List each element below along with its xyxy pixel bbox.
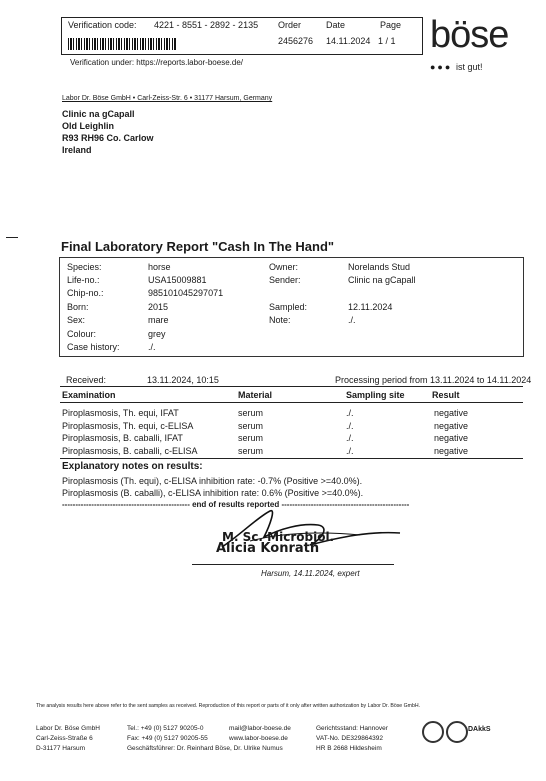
material-cell: serum: [238, 421, 264, 431]
footer-web: [229, 724, 291, 744]
case-history-value: ./.: [148, 342, 156, 352]
material-cell: serum: [238, 408, 264, 418]
species-value: horse: [148, 262, 171, 272]
note-label: Note:: [269, 315, 291, 325]
footer-email-link[interactable]: mail@labor-boese.de: [229, 725, 291, 732]
born-value: 2015: [148, 302, 169, 312]
signature-title: M. Sc. Microbiol.: [222, 530, 335, 544]
footer-line: Geschäftsführer: Dr. Reinhard Böse, Dr. Ulrike Numus: [127, 745, 283, 752]
received-label: Received:: [66, 375, 107, 385]
life-no-value: USA15009881: [148, 275, 207, 285]
footer-legal: [316, 724, 388, 754]
column-header: Sampling site: [346, 390, 405, 400]
verification-header-box: [61, 17, 423, 55]
sex-label: Sex:: [67, 315, 86, 325]
owner-label: Owner:: [269, 262, 299, 272]
verification-url[interactable]: Verification under: https://reports.labor-boese.de/: [70, 58, 243, 67]
examination-cell: Piroplasmosis, Th. equi, c-ELISA: [62, 421, 194, 431]
footer-line: Fax: +49 (0) 5127 90205-55: [127, 735, 208, 742]
company-logo: böse: [430, 14, 509, 56]
verification-code-label: Verification code:: [68, 20, 137, 30]
barcode: [68, 38, 177, 50]
sampling-site-cell: ./.: [346, 446, 354, 456]
divider: [60, 458, 523, 459]
divider: [60, 386, 523, 387]
sampled-value: 12.11.2024: [348, 302, 393, 312]
accreditation-seal-icon: [446, 721, 468, 743]
sender-label: Sender:: [269, 275, 301, 285]
footer-line: VAT-No. DE329864392: [316, 735, 383, 742]
notes-title: Explanatory notes on results:: [62, 461, 203, 472]
case-history-label: Case history:: [67, 342, 120, 352]
colour-label: Colour:: [67, 329, 97, 339]
sampling-site-cell: ./.: [346, 433, 354, 443]
sex-value: mare: [148, 315, 169, 325]
sender-value: Clinic na gCapall: [348, 275, 416, 285]
patient-info-box: [59, 257, 524, 357]
note-line: Piroplasmosis (B. caballi), c-ELISA inhibition rate: 0.6% (Positive >=40.0%).: [62, 488, 364, 498]
result-cell: negative: [434, 433, 469, 443]
footer-line: Carl-Zeiss-Straße 6: [36, 735, 93, 742]
material-cell: serum: [238, 446, 264, 456]
logo-tagline: ist gut!: [456, 62, 483, 72]
sampling-site-cell: ./.: [346, 421, 354, 431]
recipient-address: [62, 108, 154, 156]
footer-company: [36, 724, 100, 754]
processing-period: Processing period from 13.11.2024 to 14.11.2024: [335, 375, 532, 385]
recipient-line: Ireland: [62, 145, 92, 155]
recipient-line: R93 RH96 Co. Carlow: [62, 133, 154, 143]
footer-website-link[interactable]: www.labor-boese.de: [229, 735, 288, 742]
dakks-logo: DAkkS: [468, 726, 491, 733]
sender-address-line: Labor Dr. Böse GmbH • Carl-Zeiss-Str. 6 • 31177 Harsum, Germany: [62, 95, 273, 102]
recipient-line: Old Leighlin: [62, 121, 114, 131]
date-label: Date: [326, 20, 346, 30]
column-header: Examination: [62, 390, 116, 400]
note-value: ./.: [348, 315, 356, 325]
chip-no-label: Chip-no.:: [67, 288, 104, 298]
footer-line: Tel.: +49 (0) 5127 90205-0: [127, 725, 204, 732]
fold-mark: [6, 237, 18, 238]
signature-place-date: Harsum, 14.11.2024, expert: [261, 569, 360, 578]
sampling-site-cell: ./.: [346, 408, 354, 418]
life-no-label: Life-no.:: [67, 275, 100, 285]
material-cell: serum: [238, 433, 264, 443]
signature-name: Alicia Konrath: [216, 541, 320, 556]
chip-no-value: 985101045297071: [148, 288, 224, 298]
divider: [60, 402, 523, 403]
page-value: 1 / 1: [378, 36, 396, 46]
note-line: Piroplasmosis (Th. equi), c-ELISA inhibition rate: -0.7% (Positive >=40.0%).: [62, 476, 363, 486]
report-title: Final Laboratory Report "Cash In The Hand": [61, 239, 335, 254]
examination-cell: Piroplasmosis, B. caballi, IFAT: [62, 433, 183, 443]
footer-line: HR B 2668 Hildesheim: [316, 745, 382, 752]
date-value: 14.11.2024: [326, 36, 371, 46]
footer-line: Gerichtsstand: Hannover: [316, 725, 388, 732]
logo-dots-icon: ●●●: [430, 62, 453, 72]
column-header: Result: [432, 390, 460, 400]
end-of-results-marker: ------------------------------------------------ end of results reported ------------------------------------------------: [62, 500, 410, 509]
certification-seal-icon: [422, 721, 444, 743]
verification-code: 4221 - 8551 - 2892 - 2135: [154, 20, 259, 30]
order-label: Order: [278, 20, 302, 30]
page-label: Page: [380, 20, 402, 30]
born-label: Born:: [67, 302, 89, 312]
result-cell: negative: [434, 446, 469, 456]
received-value: 13.11.2024, 10:15: [147, 375, 219, 385]
sampled-label: Sampled:: [269, 302, 308, 312]
recipient-line: Clinic na gCapall: [62, 109, 135, 119]
species-label: Species:: [67, 262, 102, 272]
examination-cell: Piroplasmosis, Th. equi, IFAT: [62, 408, 179, 418]
footer-line: D-31177 Harsum: [36, 745, 86, 752]
order-value: 2456276: [278, 36, 314, 46]
result-cell: negative: [434, 408, 469, 418]
footer-disclaimer: The analysis results here above refer to the sent samples as received. Reproduction of this report or parts of it only after written authorization by Labor Dr. Böse GmbH.: [36, 703, 421, 709]
owner-value: Norelands Stud: [348, 262, 411, 272]
result-cell: negative: [434, 421, 469, 431]
footer-line: Labor Dr. Böse GmbH: [36, 725, 100, 732]
examination-cell: Piroplasmosis, B. caballi, c-ELISA: [62, 446, 198, 456]
column-header: Material: [238, 390, 273, 400]
colour-value: grey: [148, 329, 166, 339]
signature-line: [192, 564, 394, 565]
